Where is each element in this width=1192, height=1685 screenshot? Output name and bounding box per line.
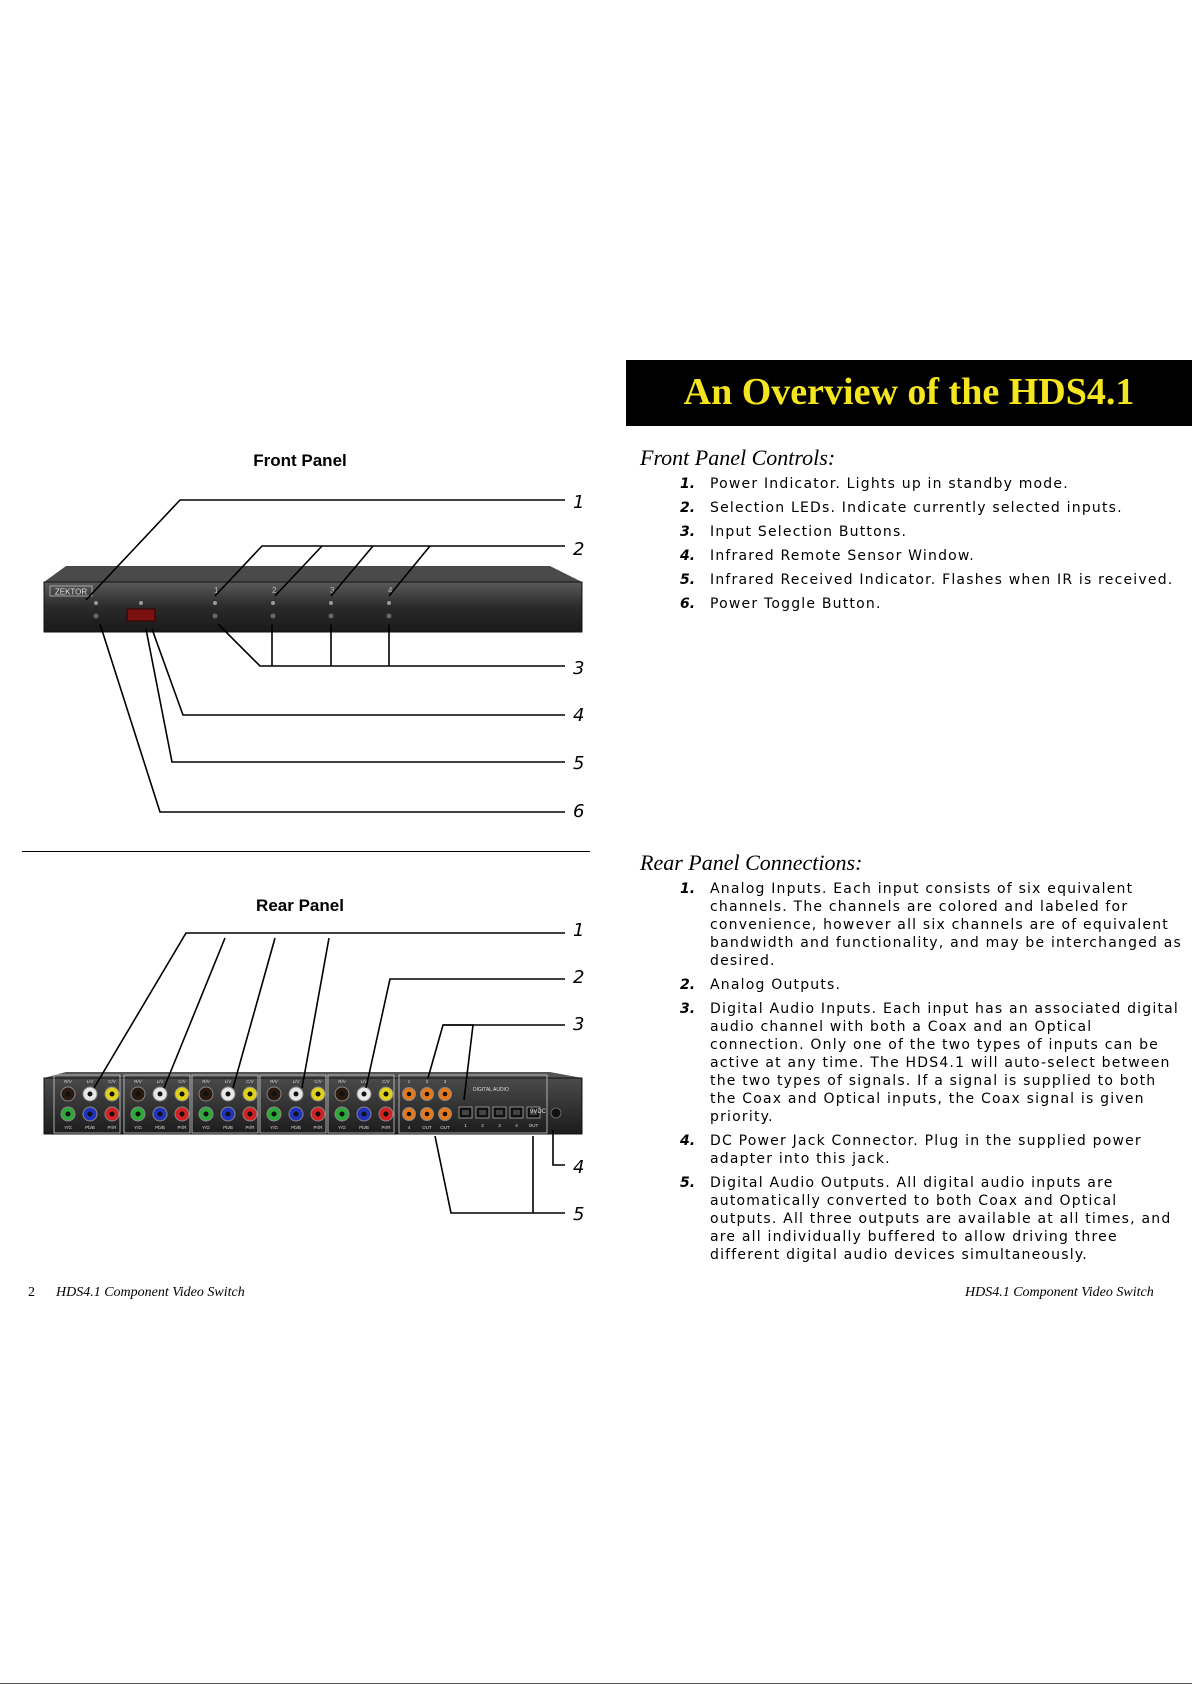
list-item: 2. Selection LEDs. Indicate currently selected inputs. [680, 500, 1123, 516]
optical-port-inner [462, 1110, 469, 1115]
ir-window [127, 609, 155, 621]
ir-led [139, 601, 143, 605]
banner-title: An Overview of the HDS4.1 [683, 371, 1135, 413]
jack-top-label: L/V [224, 1079, 232, 1084]
rear-callout-1: 1 [573, 920, 585, 941]
coax-bottom-label: OUT [440, 1125, 450, 1130]
jack-bottom-label: Pr/R [381, 1125, 391, 1130]
front-callout-3: 3 [573, 658, 585, 679]
coax-jack-center [407, 1112, 412, 1117]
rca-jack-center [158, 1092, 163, 1097]
jack-top-label: C/V [314, 1079, 322, 1084]
rca-jack-center [272, 1112, 277, 1117]
list-item: 5. Infrared Received Indicator. Flashes when IR is received. [680, 572, 1174, 588]
rca-jack-center [88, 1112, 93, 1117]
rear-callout-2: 2 [573, 967, 585, 988]
rca-jack-center [180, 1092, 185, 1097]
jack-top-label: R/V [134, 1079, 142, 1084]
jack-top-label: R/V [270, 1079, 278, 1084]
rca-jack-center [294, 1092, 299, 1097]
front-callout-1: 1 [573, 492, 585, 513]
jack-top-label: C/V [178, 1079, 186, 1084]
optical-port-inner [513, 1110, 520, 1115]
rca-jack-center [248, 1092, 253, 1097]
list-item: 3. Input Selection Buttons. [680, 524, 908, 540]
list-item: 1. Analog Inputs. Each input consists of six equivalent channels. The channels are colored and labeled for convenience, however all six channels are of equivalent bandwidth and functionality, and may be interchanged as desired. [680, 881, 1183, 969]
power-led [94, 601, 98, 605]
input-number-4: 4 [388, 586, 393, 595]
rear-panel-title: Rear Panel [256, 896, 344, 915]
jack-bottom-label: Pr/R [245, 1125, 255, 1130]
optical-label: 2 [481, 1123, 484, 1128]
title-banner [626, 360, 1192, 426]
coax-jack-center [443, 1092, 448, 1097]
input-button-4[interactable] [387, 614, 392, 619]
section-divider [22, 851, 590, 852]
coax-jack-center [407, 1092, 412, 1097]
left-footer-title: HDS4.1 Component Video Switch [56, 1285, 245, 1300]
jack-bottom-label: Pb/B [155, 1125, 165, 1130]
zektor-logo: ZEKTOR [54, 587, 88, 597]
jack-top-label: L/V [292, 1079, 300, 1084]
coax-jack-center [425, 1092, 430, 1097]
optical-label: OUT [528, 1123, 539, 1128]
digital-audio-label: DIGITAL AUDIO [473, 1087, 509, 1093]
dc-power-jack[interactable] [551, 1108, 561, 1118]
input-number-1: 1 [214, 586, 219, 595]
selection-led-3 [329, 601, 333, 605]
jack-top-label: R/V [338, 1079, 346, 1084]
jack-top-label: C/V [108, 1079, 116, 1084]
rca-jack-center [88, 1092, 93, 1097]
rca-jack-center [362, 1092, 367, 1097]
front-controls-list [680, 475, 1185, 619]
coax-number: 2 [425, 1079, 429, 1084]
front-panel-title: Front Panel [253, 451, 347, 470]
selection-led-2 [271, 601, 275, 605]
front-leader-lines [86, 500, 565, 812]
rca-jack-center [316, 1112, 321, 1117]
input-button-1[interactable] [213, 614, 218, 619]
input-number-2: 2 [272, 586, 277, 595]
list-item: 6. Power Toggle Button. [680, 596, 882, 612]
front-controls-heading: Front Panel Controls: [640, 445, 836, 470]
rca-jack-center [136, 1092, 141, 1097]
rca-jack-center [340, 1112, 345, 1117]
coax-bottom-label: 4 [407, 1125, 411, 1130]
input-button-3[interactable] [329, 614, 334, 619]
jack-bottom-label: Pr/R [177, 1125, 187, 1130]
jack-top-label: L/V [86, 1079, 94, 1084]
jack-top-label: C/V [246, 1079, 254, 1084]
rca-jack-center [294, 1112, 299, 1117]
list-item: 5. Digital Audio Outputs. All digital audio inputs are automatically converted to both Coax and Optical outputs. All three outputs are available at all times, and are all individually buffered to allow driving three different digital audio devices simultaneously. [680, 1175, 1172, 1263]
rca-jack-center [66, 1112, 71, 1117]
coax-number: 1 [407, 1079, 411, 1084]
power-label: 9VDC [530, 1109, 547, 1115]
rca-jack-center [272, 1092, 277, 1097]
front-panel-face [44, 582, 582, 632]
jack-top-label: R/V [202, 1079, 210, 1084]
bottom-rule [0, 1683, 1192, 1684]
rca-jack-center [384, 1112, 389, 1117]
optical-label: 1 [464, 1123, 467, 1128]
list-item: 4. DC Power Jack Connector. Plug in the supplied power adapter into this jack. [680, 1133, 1142, 1167]
rear-callout-4: 4 [573, 1157, 585, 1178]
rca-jack-center [204, 1092, 209, 1097]
jack-bottom-label: Pb/B [85, 1125, 95, 1130]
coax-bottom-label: OUT [422, 1125, 432, 1130]
rear-callout-3: 3 [573, 1014, 585, 1035]
list-item: 2. Analog Outputs. [680, 977, 842, 993]
rear-connections-heading: Rear Panel Connections: [640, 850, 863, 875]
optical-label: 4 [515, 1123, 518, 1128]
rca-jack-center [136, 1112, 141, 1117]
jack-bottom-label: Y/G [134, 1125, 142, 1130]
rca-jack-center [204, 1112, 209, 1117]
rear-callout-5: 5 [573, 1204, 585, 1225]
front-callout-2: 2 [573, 539, 585, 560]
rca-jack-center [110, 1092, 115, 1097]
selection-led-4 [387, 601, 391, 605]
front-callout-6: 6 [573, 801, 585, 822]
front-panel-diagram [0, 470, 600, 830]
input-button-2[interactable] [271, 614, 276, 619]
jack-bottom-label: Y/G [202, 1125, 210, 1130]
left-page-number: 2 [28, 1285, 35, 1300]
rca-jack-center [384, 1092, 389, 1097]
jack-top-label: L/V [360, 1079, 368, 1084]
front-panel-top [44, 566, 582, 582]
rca-jack-center [248, 1112, 253, 1117]
rca-jack-center [226, 1092, 231, 1097]
rca-jack-center [66, 1092, 71, 1097]
rca-jack-center [362, 1112, 367, 1117]
selection-led-1 [213, 601, 217, 605]
jack-bottom-label: Pb/B [223, 1125, 233, 1130]
jack-bottom-label: Y/G [338, 1125, 346, 1130]
optical-label: 3 [498, 1123, 501, 1128]
rca-jack-center [180, 1112, 185, 1117]
jack-top-label: R/V [64, 1079, 72, 1084]
jack-bottom-label: Pb/B [291, 1125, 301, 1130]
list-item: 3. Digital Audio Inputs. Each input has an associated digital audio channel with both a Coax and an Optical connection. Only one of the two types of inputs can be active at any time. The HDS4.1 will auto-select between the two types of signals. If a signal is supplied to both the Coax and Optical inputs, the Coax signal is given priority. [680, 1001, 1179, 1125]
jack-bottom-label: Y/G [270, 1125, 278, 1130]
rear-connections-list [680, 880, 1185, 1270]
jack-bottom-label: Pr/R [313, 1125, 323, 1130]
jack-bottom-label: Pb/B [359, 1125, 369, 1130]
rca-jack-center [316, 1092, 321, 1097]
power-button[interactable] [94, 614, 99, 619]
jack-bottom-label: Y/G [64, 1125, 72, 1130]
front-callout-4: 4 [573, 705, 585, 726]
rca-jack-center [340, 1092, 345, 1097]
right-footer-title: HDS4.1 Component Video Switch [965, 1285, 1154, 1300]
optical-port-inner [479, 1110, 486, 1115]
coax-jack-center [443, 1112, 448, 1117]
list-item: 1. Power Indicator. Lights up in standby mode. [680, 476, 1069, 492]
front-callout-5: 5 [573, 753, 585, 774]
rca-jack-center [110, 1112, 115, 1117]
input-number-3: 3 [330, 586, 335, 595]
jack-top-label: L/V [156, 1079, 164, 1084]
coax-jack-center [425, 1112, 430, 1117]
list-item: 4. Infrared Remote Sensor Window. [680, 548, 975, 564]
jack-top-label: C/V [382, 1079, 390, 1084]
optical-port-inner [496, 1110, 503, 1115]
rca-jack-center [226, 1112, 231, 1117]
rear-panel-diagram [0, 915, 600, 1235]
coax-number: 3 [443, 1079, 447, 1084]
jack-bottom-label: Pr/R [107, 1125, 117, 1130]
rca-jack-center [158, 1112, 163, 1117]
